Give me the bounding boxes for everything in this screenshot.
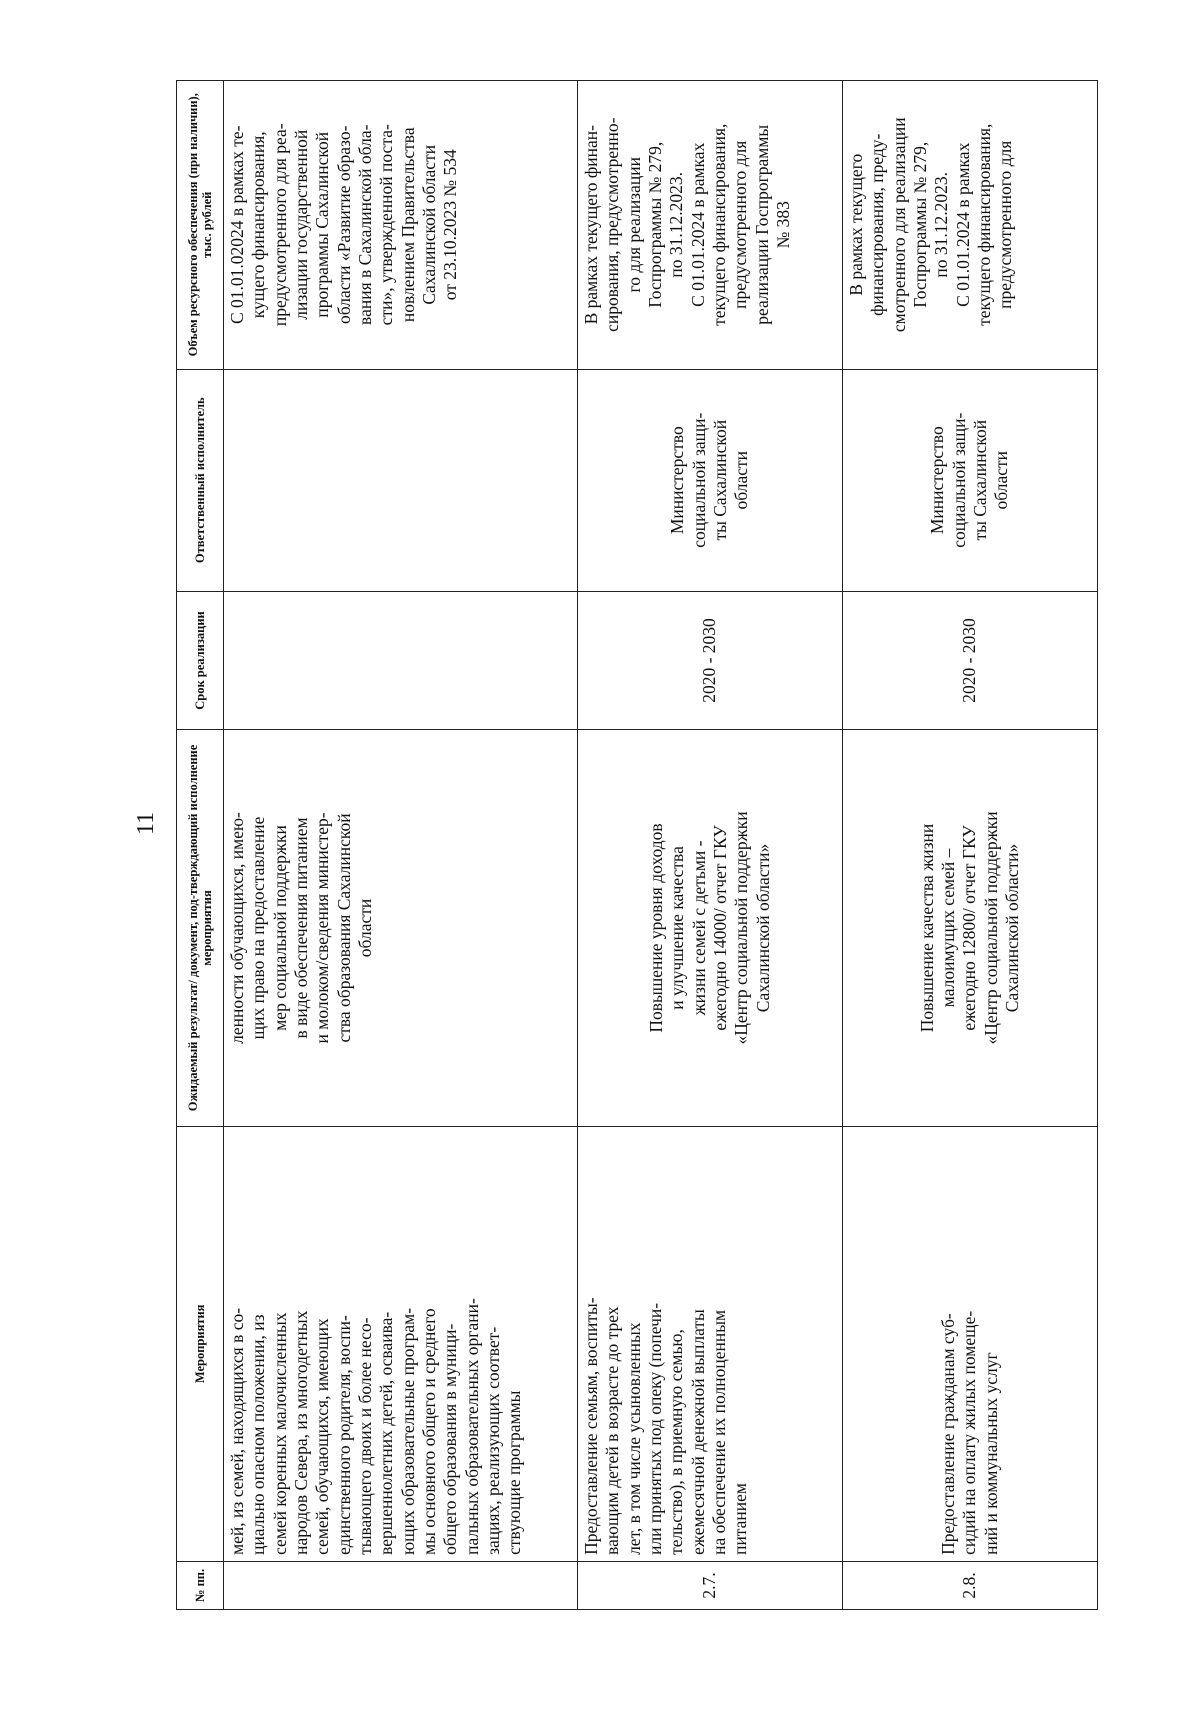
row-funding: С 01.01.02024 в рамках те- кущего финансирования, предусмотренного для реа- лизации государственной программы Сахалинской области «Развитие образо- вания в Сахалинской обла- сти», утвержденной поста- новлением Правительства Сахалинской области от 23.10.2023 № 534 — [224, 81, 578, 370]
row-num — [224, 1561, 578, 1609]
header-funding: Объем ресурсного обеспечения (при наличии), тыс. рублей — [177, 81, 224, 370]
row-executor: Министерство социальной защи- ты Сахалинской области — [578, 369, 843, 591]
row-period — [224, 591, 578, 729]
row-activity: Предоставление гражданам суб- сидий на оплату жилых помеще- ний и коммунальных услуг — [843, 1126, 1098, 1561]
row-funding: В рамках текущего финансирования, преду- смотренного для реализации Госпрограммы № 279, по 31.12.2023. С 01.01.2024 в рамках текущего финансирования, предусмотренного для — [843, 81, 1098, 370]
table-header-row — [177, 81, 224, 1610]
row-executor — [224, 369, 578, 591]
row-num: 2.8. — [843, 1561, 1098, 1609]
page-number: 11 — [133, 811, 159, 835]
table-row — [224, 81, 578, 1610]
row-result: Повышение уровня доходов и улучшение качества жизни семей с детьми - ежегодно 14000/ отчет ГКУ «Центр социальной поддержки Сахалинской области» — [578, 730, 843, 1127]
header-executor: Ответственный исполнитель — [177, 369, 224, 591]
row-activity: мей, из семей, находящихся в со- циально опасном положении, из семей коренных малочисленных народов Севера, из многодетных семей, обучающихся, имеющих единственного родителя, воспи- тывающего двоих и более несо- вершеннолетних детей, осваива- ющих образовательные програм- мы основного общего и среднего общего образования в муници- пальных образовательных органи- зациях, реализующих соответ- ствующие программы — [224, 1126, 578, 1561]
row-result: Повышение качества жизни малоимущих семей – ежегодно 12800/ отчет ГКУ «Центр социальной поддержки Сахалинской области» — [843, 730, 1098, 1127]
header-period: Срок реализации — [177, 591, 224, 729]
header-activity: Мероприятия — [177, 1126, 224, 1561]
header-result: Ожидаемый результат/ документ, под-тверждающий исполнение мероприятия — [177, 730, 224, 1127]
row-period: 2020 - 2030 — [578, 591, 843, 729]
header-num: № пп. — [177, 1561, 224, 1609]
row-period: 2020 - 2030 — [843, 591, 1098, 729]
row-executor: Министерство социальной защи- ты Сахалинской области — [843, 369, 1098, 591]
rotated-table-wrapper — [176, 80, 1090, 1610]
table-row — [578, 81, 843, 1610]
row-num: 2.7. — [578, 1561, 843, 1609]
row-activity: Предоставление семьям, воспиты- вающим детей в возрасте до трех лет, в том числе усыновленных или принятых под опеку (попечи- тельство), в приемную семью, ежемесячной денежной выплаты на обеспечение их полноценным питанием — [578, 1126, 843, 1561]
row-result: ленности обучающихся, имею- щих право на предоставление мер социальной поддержки в виде обеспечения питанием и молоком/сведения министер- ства образования Сахалинской области — [224, 730, 578, 1127]
row-funding: В рамках текущего финан- сирования, предусмотренно- го для реализации Госпрограммы № 279, по 31.12.2023. С 01.01.2024 в рамках текущего финансирования, предусмотренного для реализации Госпрограммы № 383 — [578, 81, 843, 370]
table-row — [843, 81, 1098, 1610]
activities-table — [176, 80, 1098, 1610]
